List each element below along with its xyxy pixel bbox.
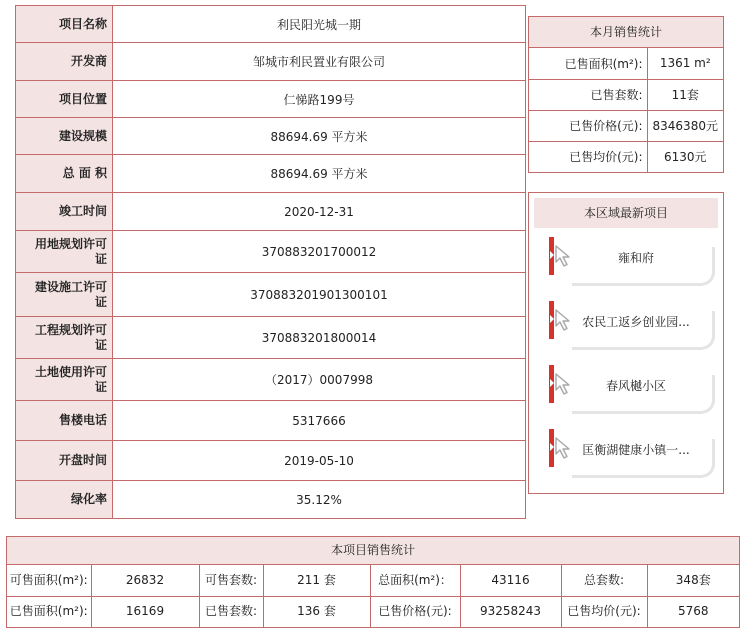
newest-projects-panel [528, 192, 724, 494]
newest-project-item[interactable] [549, 237, 721, 285]
project-stat-row [7, 596, 739, 627]
stat-label: 已售价格(元): [370, 596, 460, 627]
info-value: 88694.69 平方米 [113, 118, 526, 155]
project-info-table [15, 5, 526, 519]
info-label: 项目名称 [16, 6, 113, 43]
info-value: 370883201901300101 [113, 273, 526, 317]
info-row [16, 155, 526, 193]
stat-label: 已售均价(元): [561, 596, 647, 627]
info-label: 建设施工许可证 [16, 273, 113, 317]
stat-value: 5768 [647, 596, 739, 627]
info-value: 35.12% [113, 481, 526, 519]
info-row [16, 317, 526, 359]
stat-value: 93258243 [460, 596, 561, 627]
stat-label: 已售面积(m²): [7, 596, 91, 627]
stat-value: 348套 [647, 565, 739, 596]
info-label: 售楼电话 [16, 401, 113, 441]
info-value: 88694.69 平方米 [113, 155, 526, 193]
stat-label: 已售套数: [199, 596, 263, 627]
info-label: 竣工时间 [16, 193, 113, 231]
info-row [16, 231, 526, 273]
info-row [16, 43, 526, 81]
stat-value: 211 套 [263, 565, 370, 596]
info-label: 绿化率 [16, 481, 113, 519]
info-row [16, 81, 526, 118]
stat-value: 136 套 [263, 596, 370, 627]
info-row [16, 401, 526, 441]
month-stat-row [529, 110, 723, 141]
month-stat-label: 已售均价(元): [529, 141, 647, 172]
month-stat-value: 8346380元 [647, 110, 723, 141]
info-label: 土地使用许可证 [16, 359, 113, 401]
info-row [16, 481, 526, 519]
stat-label: 总面积(m²)： [370, 565, 460, 596]
newest-project-item[interactable] [549, 301, 721, 349]
stat-value: 16169 [91, 596, 199, 627]
info-label: 项目位置 [16, 81, 113, 118]
red-tag-icon [549, 301, 554, 339]
info-value: 370883201800014 [113, 317, 526, 359]
newest-project-link[interactable]: 农民工返乡创业园... [582, 315, 690, 329]
stat-label: 可售面积(m²): [9, 572, 88, 587]
stat-value: 26832 [91, 565, 199, 596]
info-value: 5317666 [113, 401, 526, 441]
newest-project-item[interactable] [549, 429, 721, 477]
month-stat-value: 11套 [647, 79, 723, 110]
project-stat-row [7, 565, 739, 596]
info-label: 开发商 [16, 43, 113, 81]
month-stat-row [529, 48, 723, 79]
info-value: 2020-12-31 [113, 193, 526, 231]
info-value: 仁悌路199号 [113, 81, 526, 118]
red-tag-icon [549, 237, 554, 275]
info-row [16, 359, 526, 401]
stat-value: 43116 [460, 565, 561, 596]
info-label: 用地规划许可证 [16, 231, 113, 273]
month-stat-row [529, 141, 723, 172]
red-tag-icon [549, 429, 554, 467]
month-stat-row [529, 79, 723, 110]
month-stat-value: 1361 m² [659, 56, 711, 71]
month-sales-panel [528, 16, 724, 173]
project-sales-panel [6, 536, 740, 628]
info-row [16, 118, 526, 155]
info-row [16, 6, 526, 43]
info-value: 利民阳光城一期 [113, 6, 526, 43]
month-stat-label: 已售套数: [529, 79, 647, 110]
newest-project-link[interactable]: 春风樾小区 [605, 379, 666, 393]
newest-projects-title: 本区域最新项目 [534, 198, 718, 228]
info-row [16, 441, 526, 481]
info-label: 工程规划许可证 [16, 317, 113, 359]
newest-project-link[interactable]: 匡衡湖健康小镇一... [582, 443, 690, 457]
info-label: 开盘时间 [16, 441, 113, 481]
month-stat-label: 已售面积(m²): [529, 48, 647, 79]
info-label: 总 面 积 [16, 155, 113, 193]
info-label: 建设规模 [16, 118, 113, 155]
stat-label: 可售套数: [199, 565, 263, 596]
newest-project-link[interactable]: 雍和府 [617, 251, 654, 265]
red-tag-icon [549, 365, 554, 403]
project-sales-title: 本项目销售统计 [7, 537, 739, 565]
info-value: 邹城市利民置业有限公司 [113, 43, 526, 81]
info-row [16, 193, 526, 231]
stat-label: 总套数: [561, 565, 647, 596]
info-value: （2017）0007998 [113, 359, 526, 401]
info-row [16, 273, 526, 317]
info-value: 370883201700012 [113, 231, 526, 273]
month-stat-label: 已售价格(元): [529, 110, 647, 141]
month-sales-title: 本月销售统计 [529, 17, 723, 48]
info-value: 2019-05-10 [113, 441, 526, 481]
month-stat-value: 6130元 [647, 141, 723, 172]
newest-project-item[interactable] [549, 365, 721, 413]
